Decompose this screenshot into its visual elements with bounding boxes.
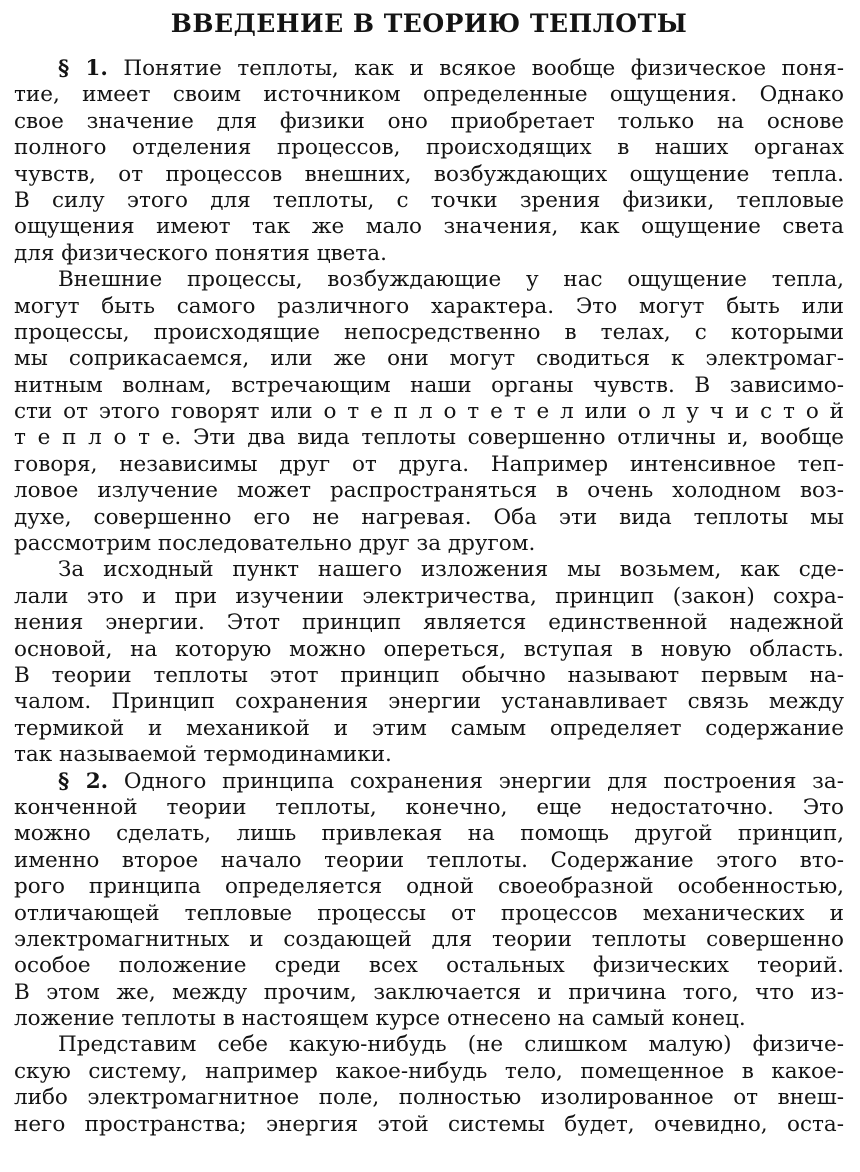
paragraph-section-2 [14, 769, 844, 1033]
text-line: него пространства; энергия этой системы будет, очевидно, оста- [14, 1111, 844, 1137]
text-line: т е п л о т е. Эти два вида теплоты совершенно отличны и, вообще [14, 425, 844, 451]
text-line: свое значение для физики оно приобретает только на основе [14, 108, 844, 134]
text-line: конченной теории теплоты, конечно, еще недостаточно. Это [14, 794, 844, 820]
text-line: § 2. Одного принципа сохранения энергии для построения за- [58, 768, 844, 794]
text-line: рого принципа определяется одной своеобразной особенностью, [14, 874, 844, 900]
text-line: либо электромагнитное поле, полностью изолированное от внеш- [14, 1085, 844, 1111]
text-line: основой, на которую можно опереться, вступая в новую область. [14, 636, 844, 662]
paragraph [14, 267, 844, 557]
text-line: Внешние процессы, возбуждающие у нас ощущение тепла, [58, 267, 844, 293]
text-line: духе, совершенно его не нагревая. Оба эти вида теплоты мы [14, 504, 844, 530]
text-line: так называемой термодинамики. [14, 742, 392, 768]
text-line: § 1. Понятие теплоты, как и всякое вообще физическое поня- [58, 56, 844, 81]
paragraph-section-1 [14, 56, 844, 267]
text-line: За исходный пункт нашего изложения мы возьмем, как сде- [58, 557, 844, 583]
section-mark: § 1. [58, 56, 108, 81]
text-line: ложение теплоты в настоящем курсе отнесено на самый конец. [14, 1006, 746, 1032]
text-line: для физического понятия цвета. [14, 240, 387, 266]
text-line: тие, имеет своим источником определенные ощущения. Однако [14, 82, 844, 108]
section-mark: § 2. [58, 768, 109, 794]
text-line: ощущения имеют так же мало значения, как ощущение света [14, 214, 844, 240]
text-line: мы соприкасаемся, или же они могут сводиться к электромаг- [14, 346, 844, 372]
text-line: сти от этого говорят или о т е п л о т е т е л или о л у ч и с т о й [14, 399, 844, 425]
text-line: именно второе начало теории теплоты. Содержание этого вто- [14, 847, 844, 873]
text-line: чувств, от процессов внешних, возбуждающих ощущение тепла. [14, 161, 844, 187]
text-line: ловое излучение может распространяться в очень холодном воз- [14, 478, 844, 504]
text-line: нения энергии. Этот принцип является единственной надежной [14, 610, 844, 636]
paragraph [14, 557, 844, 768]
page-title: ВВЕДЕНИЕ В ТЕОРИЮ ТЕПЛОТЫ [170, 9, 688, 38]
text-line: скую систему, например какое-нибудь тело, помещенное в какое- [14, 1058, 844, 1084]
text-line: В этом же, между прочим, заключается и причина того, что из- [14, 979, 844, 1005]
text-line: В силу этого для теплоты, с точки зрения физики, тепловые [14, 187, 844, 213]
text-line: нитным волнам, встречающим наши органы чувств. В зависимо- [14, 372, 844, 398]
paragraph [14, 1032, 844, 1138]
text-line: рассмотрим последовательно друг за другом. [14, 531, 536, 557]
text-line: чалом. Принцип сохранения энергии устанавливает связь между [14, 689, 844, 715]
text-line: лали это и при изучении электричества, принцип (закон) сохра- [14, 583, 844, 609]
text-line: электромагнитных и создающей для теории теплоты совершенно [14, 926, 844, 952]
text-line: могут быть самого различного характера. Это могут быть или [14, 293, 844, 319]
text-line: полного отделения процессов, происходящих в наших органах [14, 135, 844, 161]
text-line: В теории теплоты этот принцип обычно называют первым на- [14, 662, 844, 688]
text-line: Представим себе какую-нибудь (не слишком малую) физиче- [58, 1032, 844, 1058]
text-line: особое положение среди всех остальных физических теорий. [14, 953, 844, 979]
text-line: отличающей тепловые процессы от процессов механических и [14, 900, 844, 926]
text-line: процессы, происходящие непосредственно в телах, с которыми [14, 319, 844, 345]
text-line: можно сделать, лишь привлекая на помощь другой принцип, [14, 821, 844, 847]
text-line: термикой и механикой и этим самым определяет содержание [14, 715, 844, 741]
text-line: говоря, независимы друг от друга. Например интенсивное теп- [14, 451, 844, 477]
